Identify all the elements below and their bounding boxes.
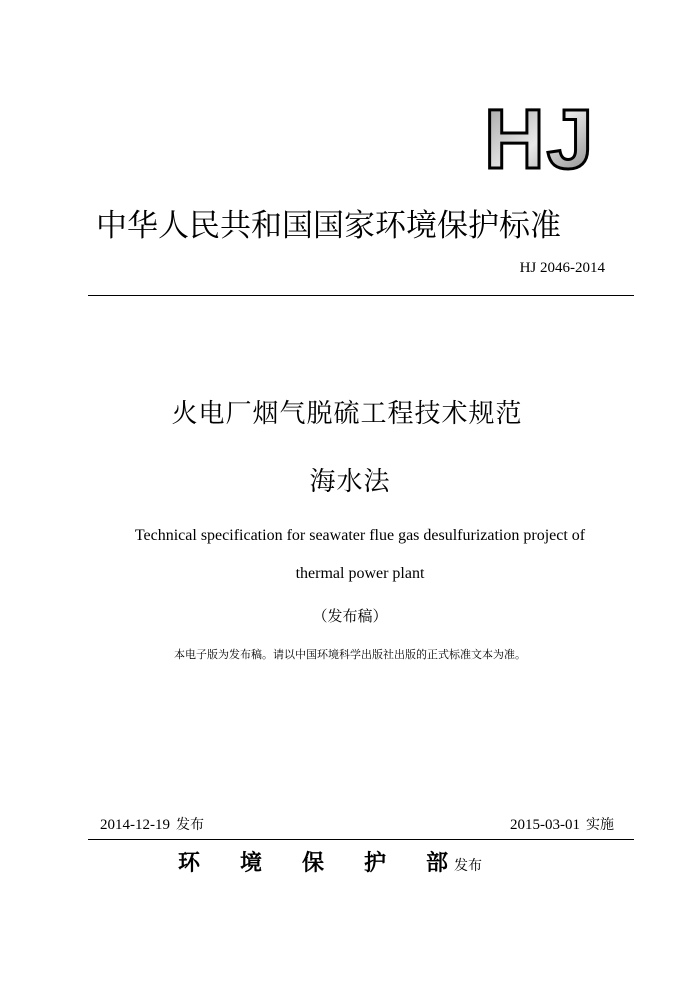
issuer-char: 环 — [178, 851, 201, 876]
issuer-char: 护 — [364, 851, 387, 876]
release-date-label: 发布 — [176, 817, 204, 833]
effective-date — [510, 814, 614, 836]
issuer-char: 保 — [302, 851, 325, 876]
standard-number: HJ 2046-2014 — [519, 260, 605, 276]
release-date-value: 2014-12-19 — [100, 817, 170, 833]
edition-note: 本电子版为发布稿。请以中国环境科学出版社出版的正式标准文本为准。 — [174, 648, 526, 661]
draft-label: （发布稿） — [312, 607, 388, 625]
effective-date-label: 实施 — [586, 817, 614, 833]
issuer-char: 部 — [426, 851, 449, 876]
document-title-en-line1: Technical specification for seawater flue gas desulfurization project of — [134, 527, 586, 544]
document-subtitle-cn: 海水法 — [309, 467, 391, 497]
effective-date-value: 2015-03-01 — [510, 817, 580, 833]
hj-logo-text: HJ — [484, 100, 596, 180]
issuer — [178, 847, 482, 883]
issuer-char: 境 — [240, 851, 263, 876]
footer-divider — [88, 839, 634, 840]
document-title-cn: 火电厂烟气脱硫工程技术规范 — [171, 399, 523, 429]
issuer-suffix: 发布 — [454, 858, 482, 874]
header-divider — [88, 295, 634, 296]
release-date — [100, 814, 204, 836]
national-standard-heading: 中华人民共和国国家环境保护标准 — [96, 208, 561, 244]
document-title-en-line2: thermal power plant — [295, 565, 425, 582]
hj-logo-graphic — [480, 100, 610, 180]
hj-logo — [480, 100, 610, 180]
